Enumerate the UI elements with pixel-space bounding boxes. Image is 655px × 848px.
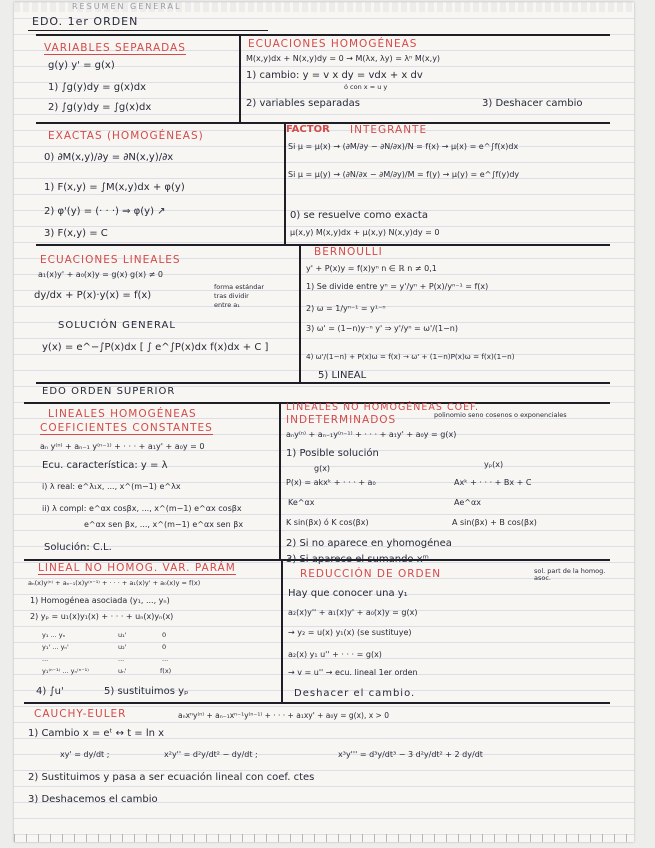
cauchy-title: CAUCHY-EULER xyxy=(34,708,127,720)
var-param-matrix-row-4: y₁⁽ⁿ⁻¹⁾ ... yₙ⁽ⁿ⁻¹⁾ xyxy=(42,667,89,675)
var-param-step-2: 2) yₚ = u₁(x)y₁(x) + · · · + uₙ(x)yₙ(x) xyxy=(30,612,174,621)
var-param-step-4: 4) ∫u' xyxy=(36,686,64,697)
factor-title-a: FACTOR xyxy=(286,124,330,135)
factor-title-b: INTEGRANTE xyxy=(350,124,428,136)
coef-indet-row-2-y: Ae^αx xyxy=(454,498,481,507)
lineales-title: ECUACIONES LINEALES xyxy=(40,254,181,266)
bernoulli-eq: y' + P(x)y = f(x)yⁿ n ∈ ℝ n ≠ 0,1 xyxy=(306,264,437,273)
divider-3 xyxy=(299,244,301,382)
homogeneas-title: ECUACIONES HOMOGÉNEAS xyxy=(248,38,418,50)
coef-const-eq: aₙ y⁽ⁿ⁾ + aₙ₋₁ y⁽ⁿ⁻¹⁾ + · · · + a₁y' + a₀y = 0 xyxy=(40,442,205,451)
cauchy-step-1: 1) Cambio x = eᵗ ↔ t = ln x xyxy=(28,728,165,739)
coef-indet-row-3-g: K sin(βx) ó K cos(βx) xyxy=(286,518,369,527)
page-title: EDO. 1er ORDEN xyxy=(32,15,139,28)
var-param-rhs-3: ... xyxy=(162,655,169,663)
faded-header: RESUMEN GENERAL xyxy=(72,2,182,11)
cauchy-step-3: 3) Deshacemos el cambio xyxy=(28,794,158,805)
divider-2 xyxy=(284,122,286,244)
coef-indet-row-1-g: P(x) = akxᵏ + · · · + a₀ xyxy=(286,478,376,487)
var-param-eq: aₙ(x)y⁽ⁿ⁾ + aₙ₋₁(x)y⁽ⁿ⁻¹⁾ + · · · + a₁(x)y' + a₀(x)y = f(x) xyxy=(28,579,201,587)
divider-4 xyxy=(279,402,281,559)
cauchy-d1: xy' = dy/dt ; xyxy=(60,750,110,759)
coef-indet-step-2: 2) Si no aparece en yhomogénea xyxy=(286,538,452,549)
coef-const-real: i) λ real: e^λ₁x, ..., x^(m−1) e^λx xyxy=(42,482,181,491)
var-param-step-1: 1) Homogénea asociada (y₁, ..., yₙ) xyxy=(30,596,170,605)
var-param-rhs-1: 0 xyxy=(162,631,167,639)
var-param-matrix-row-1: y₁ ... yₙ xyxy=(42,631,66,639)
exactas-step-0: 0) ∂M(x,y)/∂y = ∂N(x,y)/∂x xyxy=(44,152,174,163)
lineales-solution: y(x) = e^−∫P(x)dx [ ∫ e^∫P(x)dx f(x)dx + C ] xyxy=(42,342,269,353)
var-param-matrix-row-3: ... xyxy=(42,655,49,663)
coef-const-complex-2: e^αx sen βx, ..., x^(m−1) e^αx sen βx xyxy=(84,520,244,529)
bernoulli-step-3: 3) ω' = (1−n)y⁻ⁿ y' ⇒ y'/yⁿ = ω'/(1−n) xyxy=(306,324,458,333)
variables-separadas-step-1: 1) ∫g(y)dy = g(x)dx xyxy=(48,82,147,93)
reduccion-step-1: Hay que conocer una y₁ xyxy=(288,588,408,599)
coef-indet-eq: aₙy⁽ⁿ⁾ + aₙ₋₁y⁽ⁿ⁻¹⁾ + · · · + a₁y' + a₀y = g(x) xyxy=(286,430,457,439)
reduccion-eq-1: a₂(x)y'' + a₁(x)y' + a₀(x)y = g(x) xyxy=(288,608,418,617)
variables-separadas-eq: g(y) y' = g(x) xyxy=(48,60,115,71)
bernoulli-step-2: 2) ω = 1/yⁿ⁻¹ = y¹⁻ⁿ xyxy=(306,304,386,313)
coef-indet-title-2: INDETERMINADOS xyxy=(286,414,397,426)
reduccion-eq-2: → y₂ = u(x) y₁(x) (se sustituye) xyxy=(288,628,412,637)
var-param-u-4: uₙ' xyxy=(118,667,127,675)
coef-const-complex-1: ii) λ compl: e^αx cosβx, ..., x^(m−1) e^αx cosβx xyxy=(42,504,242,513)
coef-const-title-2: COEFICIENTES CONSTANTES xyxy=(40,422,213,434)
var-param-u-2: u₂' xyxy=(118,643,127,651)
coef-indet-yp-header: yₚ(x) xyxy=(484,460,504,469)
exactas-step-2: 2) φ'(y) = (· · ·) ⇒ φ(y) ↗ xyxy=(44,206,166,217)
factor-case-2: Si μ = μ(y) → (∂N/∂x − ∂M/∂y)/M = f(y) → μ(y) = e^∫f(y)dy xyxy=(288,170,520,179)
coef-indet-row-3-y: A sin(βx) + B cos(βx) xyxy=(452,518,537,527)
var-param-u-1: u₁' xyxy=(118,631,127,639)
coef-indet-row-2-g: Ke^αx xyxy=(288,498,315,507)
factor-case-1: Si μ = μ(x) → (∂M/∂y − ∂N/∂x)/N = f(x) → μ(x) = e^∫f(x)dx xyxy=(288,142,519,151)
coef-indet-gx-header: g(x) xyxy=(314,464,331,473)
bernoulli-step-4: 4) ω'/(1−n) + P(x)ω = f(x) → ω' + (1−n)P(x)ω = f(x)(1−n) xyxy=(306,352,515,361)
lineales-note-1: forma estándar xyxy=(214,283,265,291)
variables-separadas-title: VARIABLES SEPARADAS xyxy=(44,42,186,54)
reduccion-eq-4: → v = u'' → ecu. lineal 1er orden xyxy=(288,668,418,677)
factor-step-0: 0) se resuelve como exacta xyxy=(290,210,428,221)
divider-1 xyxy=(239,34,241,122)
cauchy-d3: x³y''' = d³y/dt³ − 3 d²y/dt² + 2 dy/dt xyxy=(338,750,483,759)
homogeneas-step-2: 2) variables separadas xyxy=(246,98,360,109)
reduccion-end: Deshacer el cambio. xyxy=(294,688,416,699)
lineales-note-3: entre a₁ xyxy=(214,301,240,309)
divider-5 xyxy=(281,559,283,702)
var-param-matrix-row-2: y₁' ... yₙ' xyxy=(42,643,69,651)
coef-indet-title-1: LINEALES NO HOMOGÉNEAS COEF. xyxy=(286,402,480,413)
homogeneas-eq: M(x,y)dx + N(x,y)dy = 0 → M(λx, λy) = λⁿ M(x,y) xyxy=(246,54,441,63)
homogeneas-step-3: 3) Deshacer cambio xyxy=(482,98,583,109)
variables-separadas-step-2: 2) ∫g(y)dy = ∫g(x)dx xyxy=(48,102,152,113)
cauchy-d2: x²y'' = d²y/dt² − dy/dt ; xyxy=(164,750,258,759)
lineales-sol-title: SOLUCIÓN GENERAL xyxy=(58,320,176,331)
lineales-note-2: tras dividir xyxy=(214,292,249,300)
coef-indet-note: polinomio seno cosenos o exponenciales xyxy=(434,411,567,419)
orden-superior-title: EDO ORDEN SUPERIOR xyxy=(42,386,176,397)
bottom-ruler xyxy=(14,834,634,842)
rule-1 xyxy=(36,34,610,36)
var-param-title: LINEAL NO HOMOG. VAR. PARÁM xyxy=(38,562,236,574)
rule-4 xyxy=(36,382,610,384)
coef-indet-step-3: 3) Si aparece el sumando xᵐ xyxy=(286,554,429,565)
cauchy-eq: aₙxⁿy⁽ⁿ⁾ + aₙ₋₁xⁿ⁻¹y⁽ⁿ⁻¹⁾ + · · · + a₁xy' + a₀y = g(x), x > 0 xyxy=(178,711,389,720)
bernoulli-step-5: 5) LINEAL xyxy=(318,370,367,381)
var-param-rhs-2: 0 xyxy=(162,643,167,651)
coef-const-solution: Solución: C.L. xyxy=(44,542,112,553)
exactas-step-3: 3) F(x,y) = C xyxy=(44,228,108,239)
factor-eq: μ(x,y) M(x,y)dx + μ(x,y) N(x,y)dy = 0 xyxy=(290,228,440,237)
coef-const-step-1: Ecu. característica: y = λ xyxy=(42,460,168,471)
homogeneas-note: ó con x = u y xyxy=(344,83,388,91)
title-underline xyxy=(28,30,268,31)
notebook-page xyxy=(14,2,634,842)
reduccion-eq-3: a₂(x) y₁ u'' + · · · = g(x) xyxy=(288,650,382,659)
coef-const-title-1: LINEALES HOMOGÉNEAS xyxy=(48,408,197,420)
var-param-u-3: ... xyxy=(118,655,125,663)
bernoulli-title: BERNOULLI xyxy=(314,246,383,258)
lineales-eq: a₁(x)y' + a₀(x)y = g(x) g(x) ≠ 0 xyxy=(38,270,163,279)
lineales-standard-form: dy/dx + P(x)·y(x) = f(x) xyxy=(34,290,152,301)
coef-indet-step-1: 1) Posible solución xyxy=(286,448,379,459)
cauchy-step-2: 2) Sustituimos y pasa a ser ecuación lineal con coef. ctes xyxy=(28,772,315,783)
bernoulli-step-1: 1) Se divide entre yⁿ = y'/yⁿ + P(x)/yⁿ⁻¹ = f(x) xyxy=(306,282,489,291)
coef-indet-row-1-y: Axᵏ + · · · + Bx + C xyxy=(454,478,532,487)
rule-7 xyxy=(24,702,610,704)
var-param-rhs-4: f(x) xyxy=(160,667,172,675)
reduccion-side-note: sol. part de la homog. asoc. xyxy=(534,567,606,582)
var-param-step-5: 5) sustituimos yₚ xyxy=(104,686,189,697)
exactas-step-1: 1) F(x,y) = ∫M(x,y)dx + φ(y) xyxy=(44,182,185,193)
homogeneas-step-1: 1) cambio: y = v x dy = vdx + x dv xyxy=(246,70,423,81)
exactas-title: EXACTAS (HOMOGÉNEAS) xyxy=(48,130,204,142)
reduccion-title: REDUCCIÓN DE ORDEN xyxy=(300,568,442,580)
